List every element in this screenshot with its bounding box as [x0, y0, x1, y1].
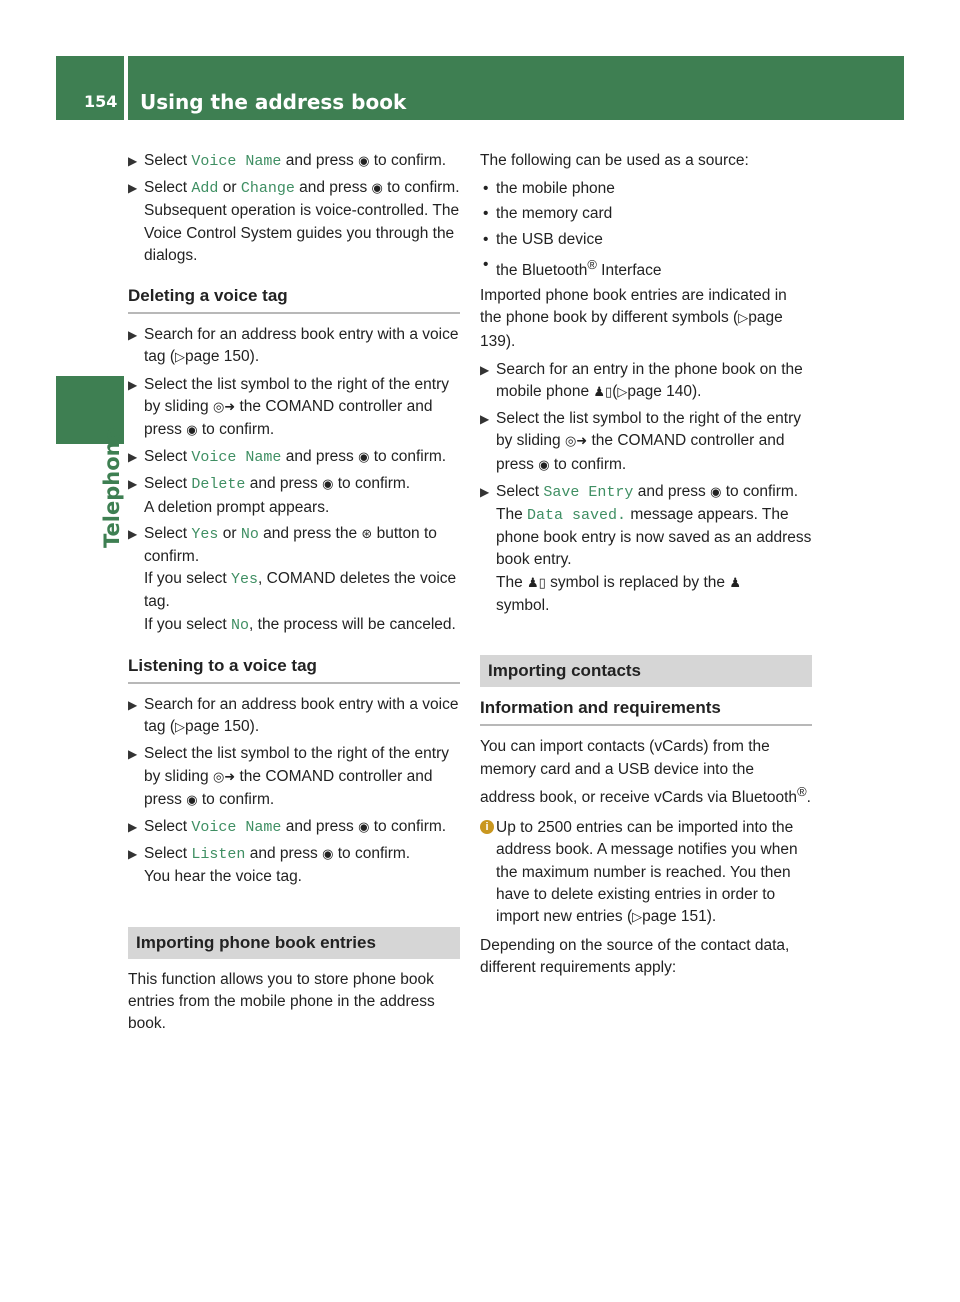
slide-controller-icon: ◎➜	[212, 399, 236, 415]
menu-item-voice-name: Voice Name	[191, 819, 282, 837]
step-select-add-change: ▶ Select Add or Change and press ◉ to confirm. Subsequent operation is voice-controlled. The Voice Control System guides you through the dialogs.	[128, 179, 460, 264]
import-phone-book-text: This function allows you to store phone book entries from the mobile phone in the address book.	[128, 970, 435, 1033]
step-arrow-icon: ▶	[128, 698, 138, 713]
step-arrow-icon: ▶	[128, 526, 138, 541]
page-ref-icon: ▷	[738, 311, 749, 327]
press-button-icon: ◉	[186, 792, 198, 808]
phone-contact-icon: ♟▯	[593, 384, 613, 400]
step-select-voice-name: ▶ Select Voice Name and press ◉ to confirm.	[128, 150, 460, 173]
step-select-list-symbol: ▶ Select the list symbol to the right of the entry by sliding ◎➜ the COMAND controller and press ◉ to confirm.	[128, 375, 449, 439]
step-arrow-icon: ▶	[128, 328, 138, 343]
step-arrow-icon: ▶	[128, 747, 138, 762]
menu-item-change: Change	[240, 180, 295, 198]
step-select-voice-name: ▶ Select Voice Name and press ◉ to confirm.	[128, 446, 460, 469]
page-ref-icon: ▷	[632, 910, 643, 925]
page-number: 154	[84, 92, 118, 111]
step-arrow-icon: ▶	[128, 377, 138, 392]
heading-importing-contacts: Importing contacts	[480, 655, 812, 687]
list-item: • the memory card	[483, 205, 613, 223]
list-item: • the Bluetooth® Interface	[483, 255, 662, 279]
menu-item-voice-name: Voice Name	[191, 449, 282, 467]
press-button-icon: ◉	[371, 181, 383, 197]
requirements-text: Depending on the source of the contact data, different requirements apply:	[480, 937, 790, 977]
step-result: You hear the voice tag.	[144, 868, 302, 886]
step-select-listen: ▶ Select Listen and press ◉ to confirm. You hear the voice tag.	[128, 845, 411, 886]
step-arrow-icon: ▶	[128, 847, 138, 862]
step-arrow-icon: ▶	[128, 181, 138, 196]
step-search-entry: ▶ Search for an address book entry with a voice tag (▷page 150).	[128, 696, 459, 736]
section-title-bar	[128, 56, 904, 120]
press-button-icon: ◉	[358, 154, 370, 169]
list-item: • the USB device	[483, 230, 603, 248]
press-button-icon: ◉	[710, 484, 722, 500]
page-number-bar	[56, 56, 124, 120]
page-ref-icon: ▷	[175, 720, 186, 736]
imported-entries-text: Imported phone book entries are indicated in the phone book by different symbols (▷page 139).	[480, 287, 787, 350]
page-ref: page 150).	[185, 348, 260, 366]
step-result: Subsequent operation is voice-controlled. The Voice Control System guides you through the dialogs.	[144, 202, 460, 264]
message-data-saved: Data saved.	[527, 507, 627, 524]
slide-controller-icon: ◎➜	[212, 769, 236, 785]
sources-intro: The following can be used as a source:	[480, 152, 749, 169]
step-arrow-icon: ▶	[128, 477, 138, 492]
menu-item-delete: Delete	[191, 476, 246, 494]
step-select-delete: ▶ Select Delete and press ◉ to confirm. A deletion prompt appears.	[128, 475, 411, 516]
menu-item-add: Add	[191, 180, 219, 198]
list-item: • the mobile phone	[483, 180, 615, 198]
step-search-entry: ▶ Search for an address book entry with a voice tag (▷page 150).	[128, 326, 459, 366]
contact-icon: ♟	[729, 575, 741, 591]
left-column	[128, 150, 460, 1042]
chapter-label: Telephone	[100, 427, 124, 548]
step-search-mobile-phone: ▶ Search for an entry in the phone book on the mobile phone ♟▯(▷page 140).	[480, 360, 803, 400]
info-icon: i	[480, 820, 494, 834]
page-ref: page 150).	[185, 718, 260, 736]
press-button-icon: ◉	[538, 457, 550, 473]
step-arrow-icon: ▶	[128, 820, 138, 835]
heading-information-requirements: Information and requirements	[480, 697, 812, 726]
menu-item-save-entry: Save Entry	[543, 483, 634, 501]
menu-item-no: No	[240, 525, 259, 543]
page-ref-icon: ▷	[175, 350, 186, 366]
press-button-icon: ◉	[186, 423, 198, 439]
slide-controller-icon: ◎➜	[564, 434, 588, 450]
step-arrow-icon: ▶	[480, 412, 490, 427]
press-button-icon: ◉	[358, 450, 370, 466]
menu-item-listen: Listen	[191, 846, 246, 864]
heading-importing-phone-book: Importing phone book entries	[128, 927, 460, 959]
step-select-voice-name: ▶ Select Voice Name and press ◉ to confirm.	[128, 816, 460, 839]
step-arrow-icon: ▶	[128, 154, 138, 168]
right-column	[480, 150, 812, 986]
ok-button-icon: ⊛	[361, 526, 373, 542]
menu-item-yes: Yes	[231, 571, 259, 589]
step-result: A deletion prompt appears.	[144, 498, 330, 516]
heading-listening-voice-tag: Listening to a voice tag	[128, 655, 460, 684]
page-ref-icon: ▷	[617, 384, 628, 400]
step-arrow-icon: ▶	[128, 450, 138, 465]
menu-item-voice-name: Voice Name	[191, 153, 282, 170]
menu-item-yes: Yes	[191, 525, 219, 543]
step-select-list-symbol: ▶ Select the list symbol to the right of the entry by sliding ◎➜ the COMAND controller and press ◉ to confirm.	[480, 410, 801, 473]
heading-deleting-voice-tag: Deleting a voice tag	[128, 285, 460, 314]
info-note: i Up to 2500 entries can be imported into the address book. A message notifies you when the maximum number is reached. You then have to delete existing entries in order to import new entries (▷page 151).	[480, 817, 812, 929]
step-arrow-icon: ▶	[480, 362, 490, 377]
step-select-list-symbol: ▶ Select the list symbol to the right of the entry by sliding ◎➜ the COMAND controller and press ◉ to confirm.	[128, 745, 449, 808]
section-title: Using the address book	[140, 90, 407, 114]
step-select-yes-no: ▶ Select Yes or No and press the ⊛ button to confirm. If you select Yes, COMAND deletes the voice tag. If you select No, the process will be canceled.	[128, 524, 457, 634]
step-arrow-icon: ▶	[480, 484, 490, 499]
press-button-icon: ◉	[322, 477, 334, 493]
step-select-save-entry: ▶ Select Save Entry and press ◉ to confirm. The Data saved. message appears. The phone book entry is now saved as an address book entry. The ♟▯ symbol is replaced by the ♟ symbol.	[480, 482, 812, 614]
phone-contact-icon: ♟▯	[527, 575, 546, 591]
press-button-icon: ◉	[358, 820, 370, 836]
press-button-icon: ◉	[322, 847, 334, 863]
contacts-import-text: You can import contacts (vCards) from the memory card and a USB device into the address book, or receive vCards via Bluetooth®.	[480, 738, 811, 806]
menu-item-no: No	[231, 616, 250, 634]
